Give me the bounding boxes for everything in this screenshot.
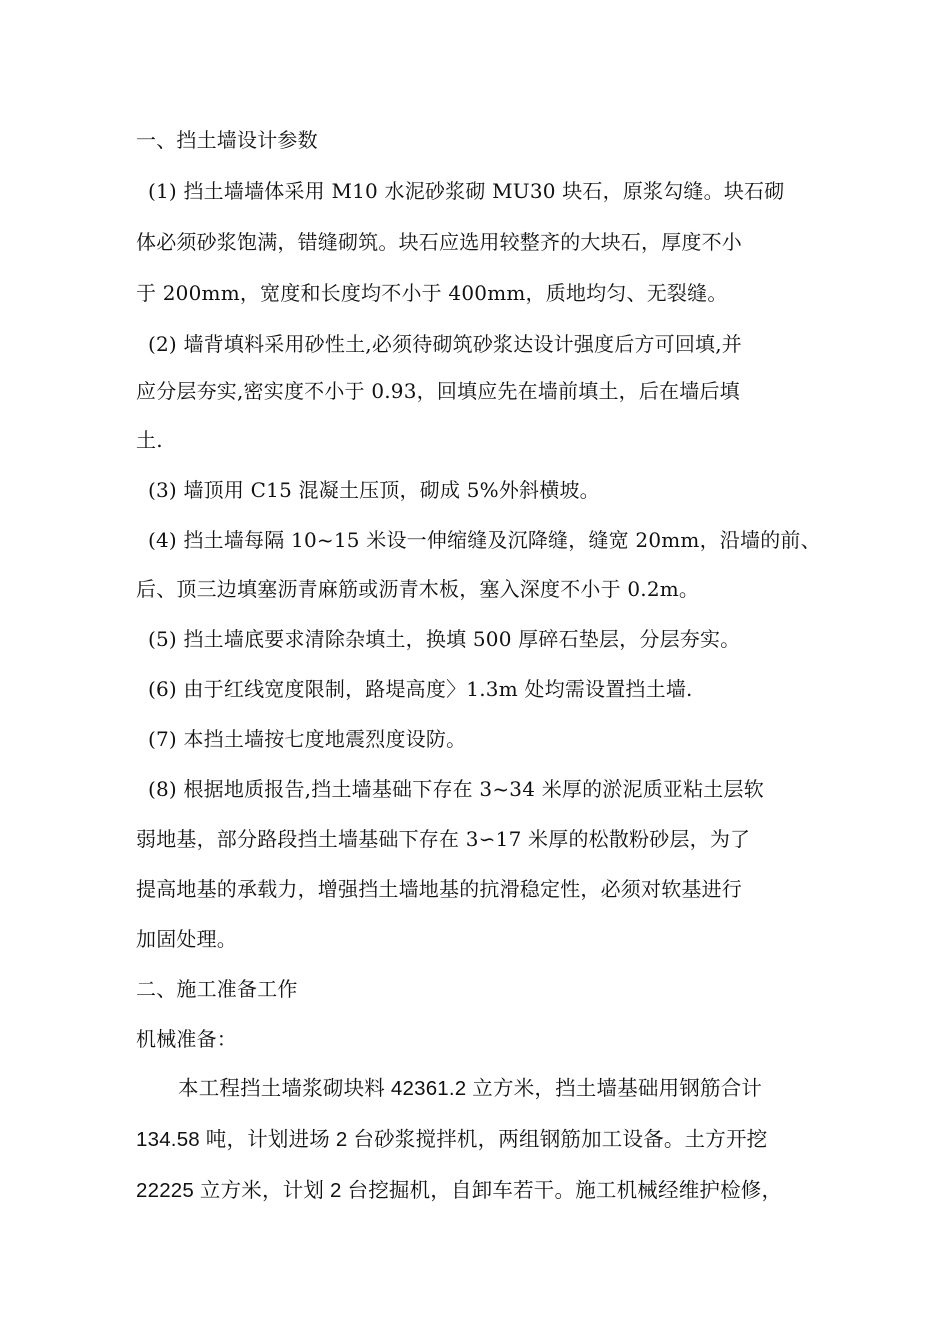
item-8-line-4: 加固处理。: [136, 927, 237, 951]
paragraph-line-1: 本工程挡土墙浆砌块料 42361.2 立方米，挡土墙基础用钢筋合计: [178, 1077, 763, 1100]
item-4-line-2: 后、顶三边填塞沥青麻筋或沥青木板，塞入深度不小于 0.2m。: [136, 577, 700, 601]
item-8-line-2: 弱地基，部分路段挡土墙基础下存在 3∽17 米厚的松散粉砂层，为了: [136, 827, 751, 851]
item-2-line-3: 土.: [136, 428, 163, 452]
item-3-line-1: (3) 墙顶用 C15 混凝土压顶，砌成 5%外斜横坡。: [148, 478, 600, 502]
paragraph-line-2: 134.58 吨，计划进场 2 台砂浆搅拌机，两组钢筋加工设备。土方开挖: [136, 1128, 768, 1151]
item-4-line-1: (4) 挡土墙每隔 10~15 米设一伸缩缝及沉降缝，缝宽 20mm，沿墙的前、: [148, 528, 821, 552]
section-heading-2: 二、施工准备工作: [136, 977, 298, 1001]
item-1-line-2: 体必须砂浆饱满，错缝砌筑。块石应选用较整齐的大块石，厚度不小: [136, 230, 742, 254]
section-subheading: 机械准备：: [136, 1027, 237, 1051]
section-heading-1: 一、挡土墙设计参数: [136, 128, 318, 152]
item-2-line-1: (2) 墙背填料采用砂性土,必须待砌筑砂浆达设计强度后方可回填,并: [148, 332, 743, 356]
item-6-line-1: (6) 由于红线宽度限制，路堤高度〉1.3m 处均需设置挡土墙.: [148, 677, 693, 701]
paragraph-line-3: 22225 立方米，计划 2 台挖掘机，自卸车若干。施工机械经维护检修，: [136, 1179, 783, 1202]
item-5-line-1: (5) 挡土墙底要求清除杂填土，换填 500 厚碎石垫层，分层夯实。: [148, 627, 741, 651]
item-1-line-3: 于 200mm，宽度和长度均不小于 400mm，质地均匀、无裂缝。: [136, 281, 728, 305]
item-1-line-1: (1) 挡土墙墙体采用 M10 水泥砂浆砌 MU30 块石，原浆勾缝。块石砌: [148, 179, 785, 203]
item-7-line-1: (7) 本挡土墙按七度地震烈度设防。: [148, 727, 467, 751]
item-2-line-2: 应分层夯实,密实度不小于 0.93，回填应先在墙前填土，后在墙后填: [136, 379, 740, 403]
item-8-line-3: 提高地基的承载力，增强挡土墙地基的抗滑稳定性，必须对软基进行: [136, 877, 742, 901]
item-8-line-1: (8) 根据地质报告,挡土墙基础下存在 3~34 米厚的淤泥质亚粘土层软: [148, 777, 764, 801]
